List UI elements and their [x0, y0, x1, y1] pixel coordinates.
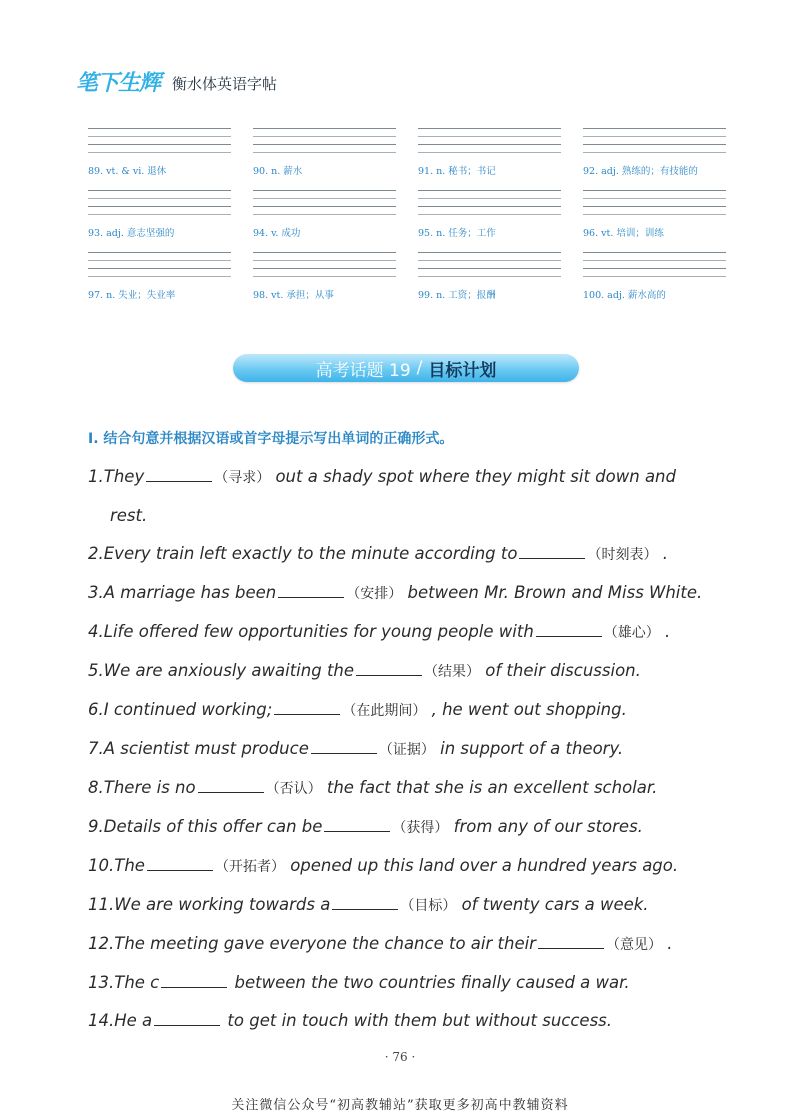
exercise-number: 14. — [88, 1011, 115, 1030]
vocab-cell — [253, 252, 396, 301]
vocab-cell — [583, 128, 726, 177]
vocab-cell — [88, 128, 231, 177]
vocab-label: 90. n. 薪水 — [253, 166, 303, 177]
topic-goal: 目标计划 — [428, 360, 497, 381]
exercise-text-before: The — [114, 856, 145, 875]
exercise-list — [88, 458, 738, 1040]
exercise-hint: （目标） — [400, 898, 457, 914]
exercise-text-after: to get in touch with them but without success. — [227, 1011, 613, 1030]
exercise-text-after: from any of our stores. — [453, 817, 643, 836]
vocab-label: 93. adj. 意志坚强的 — [88, 228, 175, 239]
exercise-hint: （开拓者） — [214, 859, 285, 875]
exercise-number: 10. — [88, 856, 115, 875]
exercise-text-after: , he went out shopping. — [431, 700, 627, 719]
vocab-label: 96. vt. 培训；训练 — [583, 228, 664, 239]
exercise-text-before: I continued working; — [103, 700, 273, 719]
book-subtitle: 衡水体英语字帖 — [172, 74, 278, 93]
exercise-hint: （在此期间） — [342, 703, 427, 719]
vocab-label: 92. adj. 熟练的；有技能的 — [583, 166, 698, 177]
answer-blank[interactable] — [278, 583, 344, 598]
vocab-label: 100. adj. 薪水高的 — [583, 290, 666, 301]
exercise-text-after: . — [667, 934, 673, 953]
vocab-label: 99. n. 工资；报酬 — [418, 290, 496, 301]
exercise-text-before: They — [103, 467, 145, 486]
vocab-cell — [418, 128, 561, 177]
exercise-hint: （时刻表） — [587, 547, 658, 563]
exercise-number: 8. — [88, 778, 104, 797]
vocab-label: 97. n. 失业；失业率 — [88, 290, 176, 301]
exercise-text-continued: rest. — [110, 506, 148, 525]
exercise-number: 6. — [88, 700, 104, 719]
vocab-cell — [253, 190, 396, 239]
vocab-label: 94. v. 成功 — [253, 228, 301, 239]
exercise-text-after: . — [662, 544, 668, 563]
vocab-label: 89. vt. & vi. 退休 — [88, 166, 167, 177]
answer-blank[interactable] — [161, 973, 227, 988]
exercise-item — [88, 652, 738, 691]
vocab-cell — [583, 252, 726, 301]
answer-blank[interactable] — [198, 778, 264, 793]
exercise-item — [88, 574, 738, 613]
answer-blank[interactable] — [538, 934, 604, 949]
exercise-item — [88, 925, 738, 964]
exercise-hint: （意见） — [605, 937, 662, 953]
answer-blank[interactable] — [356, 661, 422, 676]
exercise-text-before: There is no — [103, 778, 196, 797]
exercise-number: 5. — [88, 661, 104, 680]
exercise-text-after: between Mr. Brown and Miss White. — [407, 583, 703, 602]
vocab-cell — [418, 252, 561, 301]
exercise-text-after: between the two countries finally caused a war. — [234, 973, 630, 992]
exercise-text-before: A marriage has been — [103, 583, 277, 602]
vocab-grid — [88, 128, 728, 301]
vocab-label: 98. vt. 承担；从事 — [253, 290, 334, 301]
exercise-hint: （寻求） — [214, 470, 271, 486]
footer-note: 关注微信公众号“初高教辅站”获取更多初高中教辅资料 — [231, 1098, 569, 1113]
vocab-cell — [418, 190, 561, 239]
brand-logo: 笔下生辉 — [76, 70, 161, 96]
answer-blank[interactable] — [536, 622, 602, 637]
answer-blank[interactable] — [519, 544, 585, 559]
exercise-item — [88, 1002, 738, 1040]
exercise-text-before: We are working towards a — [114, 895, 331, 914]
exercise-item — [88, 458, 738, 535]
exercise-text-before: Details of this offer can be — [103, 817, 323, 836]
exercise-text-after: out a shady spot where they might sit down and — [275, 467, 676, 486]
exercise-number: 12. — [88, 934, 115, 953]
exercise-text-after: of their discussion. — [485, 661, 641, 680]
exercise-text-before: Every train left exactly to the minute according to — [103, 544, 518, 563]
vocab-label: 95. n. 任务；工作 — [418, 228, 496, 239]
exercise-text-after: of twenty cars a week. — [461, 895, 649, 914]
exercise-text-before: The meeting gave everyone the chance to air their — [114, 934, 536, 953]
exercise-item — [88, 691, 738, 730]
vocab-cell — [88, 252, 231, 301]
exercise-item — [88, 535, 738, 574]
exercise-text-after: opened up this land over a hundred years ago. — [290, 856, 679, 875]
exercise-hint: （结果） — [424, 664, 481, 680]
exercise-number: 13. — [88, 973, 115, 992]
answer-blank[interactable] — [324, 817, 390, 832]
exercise-item — [88, 730, 738, 769]
exercise-number: 1. — [88, 467, 104, 486]
exercise-item — [88, 886, 738, 925]
exercise-item — [88, 847, 738, 886]
vocab-label: 91. n. 秘书；书记 — [418, 166, 496, 177]
answer-blank[interactable] — [147, 856, 213, 871]
exercise-text-after: in support of a theory. — [440, 739, 624, 758]
topic-banner — [233, 354, 579, 382]
exercise-hint: （否认） — [265, 781, 322, 797]
exercise-text-after: the fact that she is an excellent scholar. — [326, 778, 658, 797]
exercise-number: 4. — [88, 622, 104, 641]
vocab-cell — [583, 190, 726, 239]
exercise-text-before: A scientist must produce — [103, 739, 309, 758]
exercise-hint: （获得） — [392, 820, 449, 836]
exercise-text-before: He a — [114, 1011, 153, 1030]
exercise-number: 11. — [88, 895, 115, 914]
exercise-hint: （雄心） — [603, 625, 660, 641]
vocab-cell — [88, 190, 231, 239]
exercise-item — [88, 613, 738, 652]
exercise-number: 7. — [88, 739, 104, 758]
exercise-text-after: . — [665, 622, 671, 641]
exercise-number: 2. — [88, 544, 104, 563]
answer-blank[interactable] — [311, 739, 377, 754]
brand-header — [76, 72, 277, 94]
answer-blank[interactable] — [154, 1011, 220, 1026]
exercise-hint: （证据） — [378, 742, 435, 758]
exercise-number: 3. — [88, 583, 104, 602]
exercise-item — [88, 769, 738, 808]
exercise-hint: （安排） — [346, 586, 403, 602]
vocab-cell — [253, 128, 396, 177]
topic-label: 高考话题 19 — [315, 360, 411, 381]
answer-blank[interactable] — [332, 895, 398, 910]
exercise-text-before: We are anxiously awaiting the — [103, 661, 355, 680]
exercise-number: 9. — [88, 817, 104, 836]
answer-blank[interactable] — [274, 700, 340, 715]
exercise-text-before: The c — [114, 973, 160, 992]
exercise-item — [88, 808, 738, 847]
exercise-text-before: Life offered few opportunities for young people with — [103, 622, 534, 641]
topic-separator: / — [416, 358, 423, 378]
section-title: I. 结合句意并根据汉语或首字母提示写出单词的正确形式。 — [88, 431, 454, 447]
exercise-item — [88, 964, 738, 1002]
answer-blank[interactable] — [146, 467, 212, 482]
page-number: · 76 · — [384, 1050, 416, 1064]
